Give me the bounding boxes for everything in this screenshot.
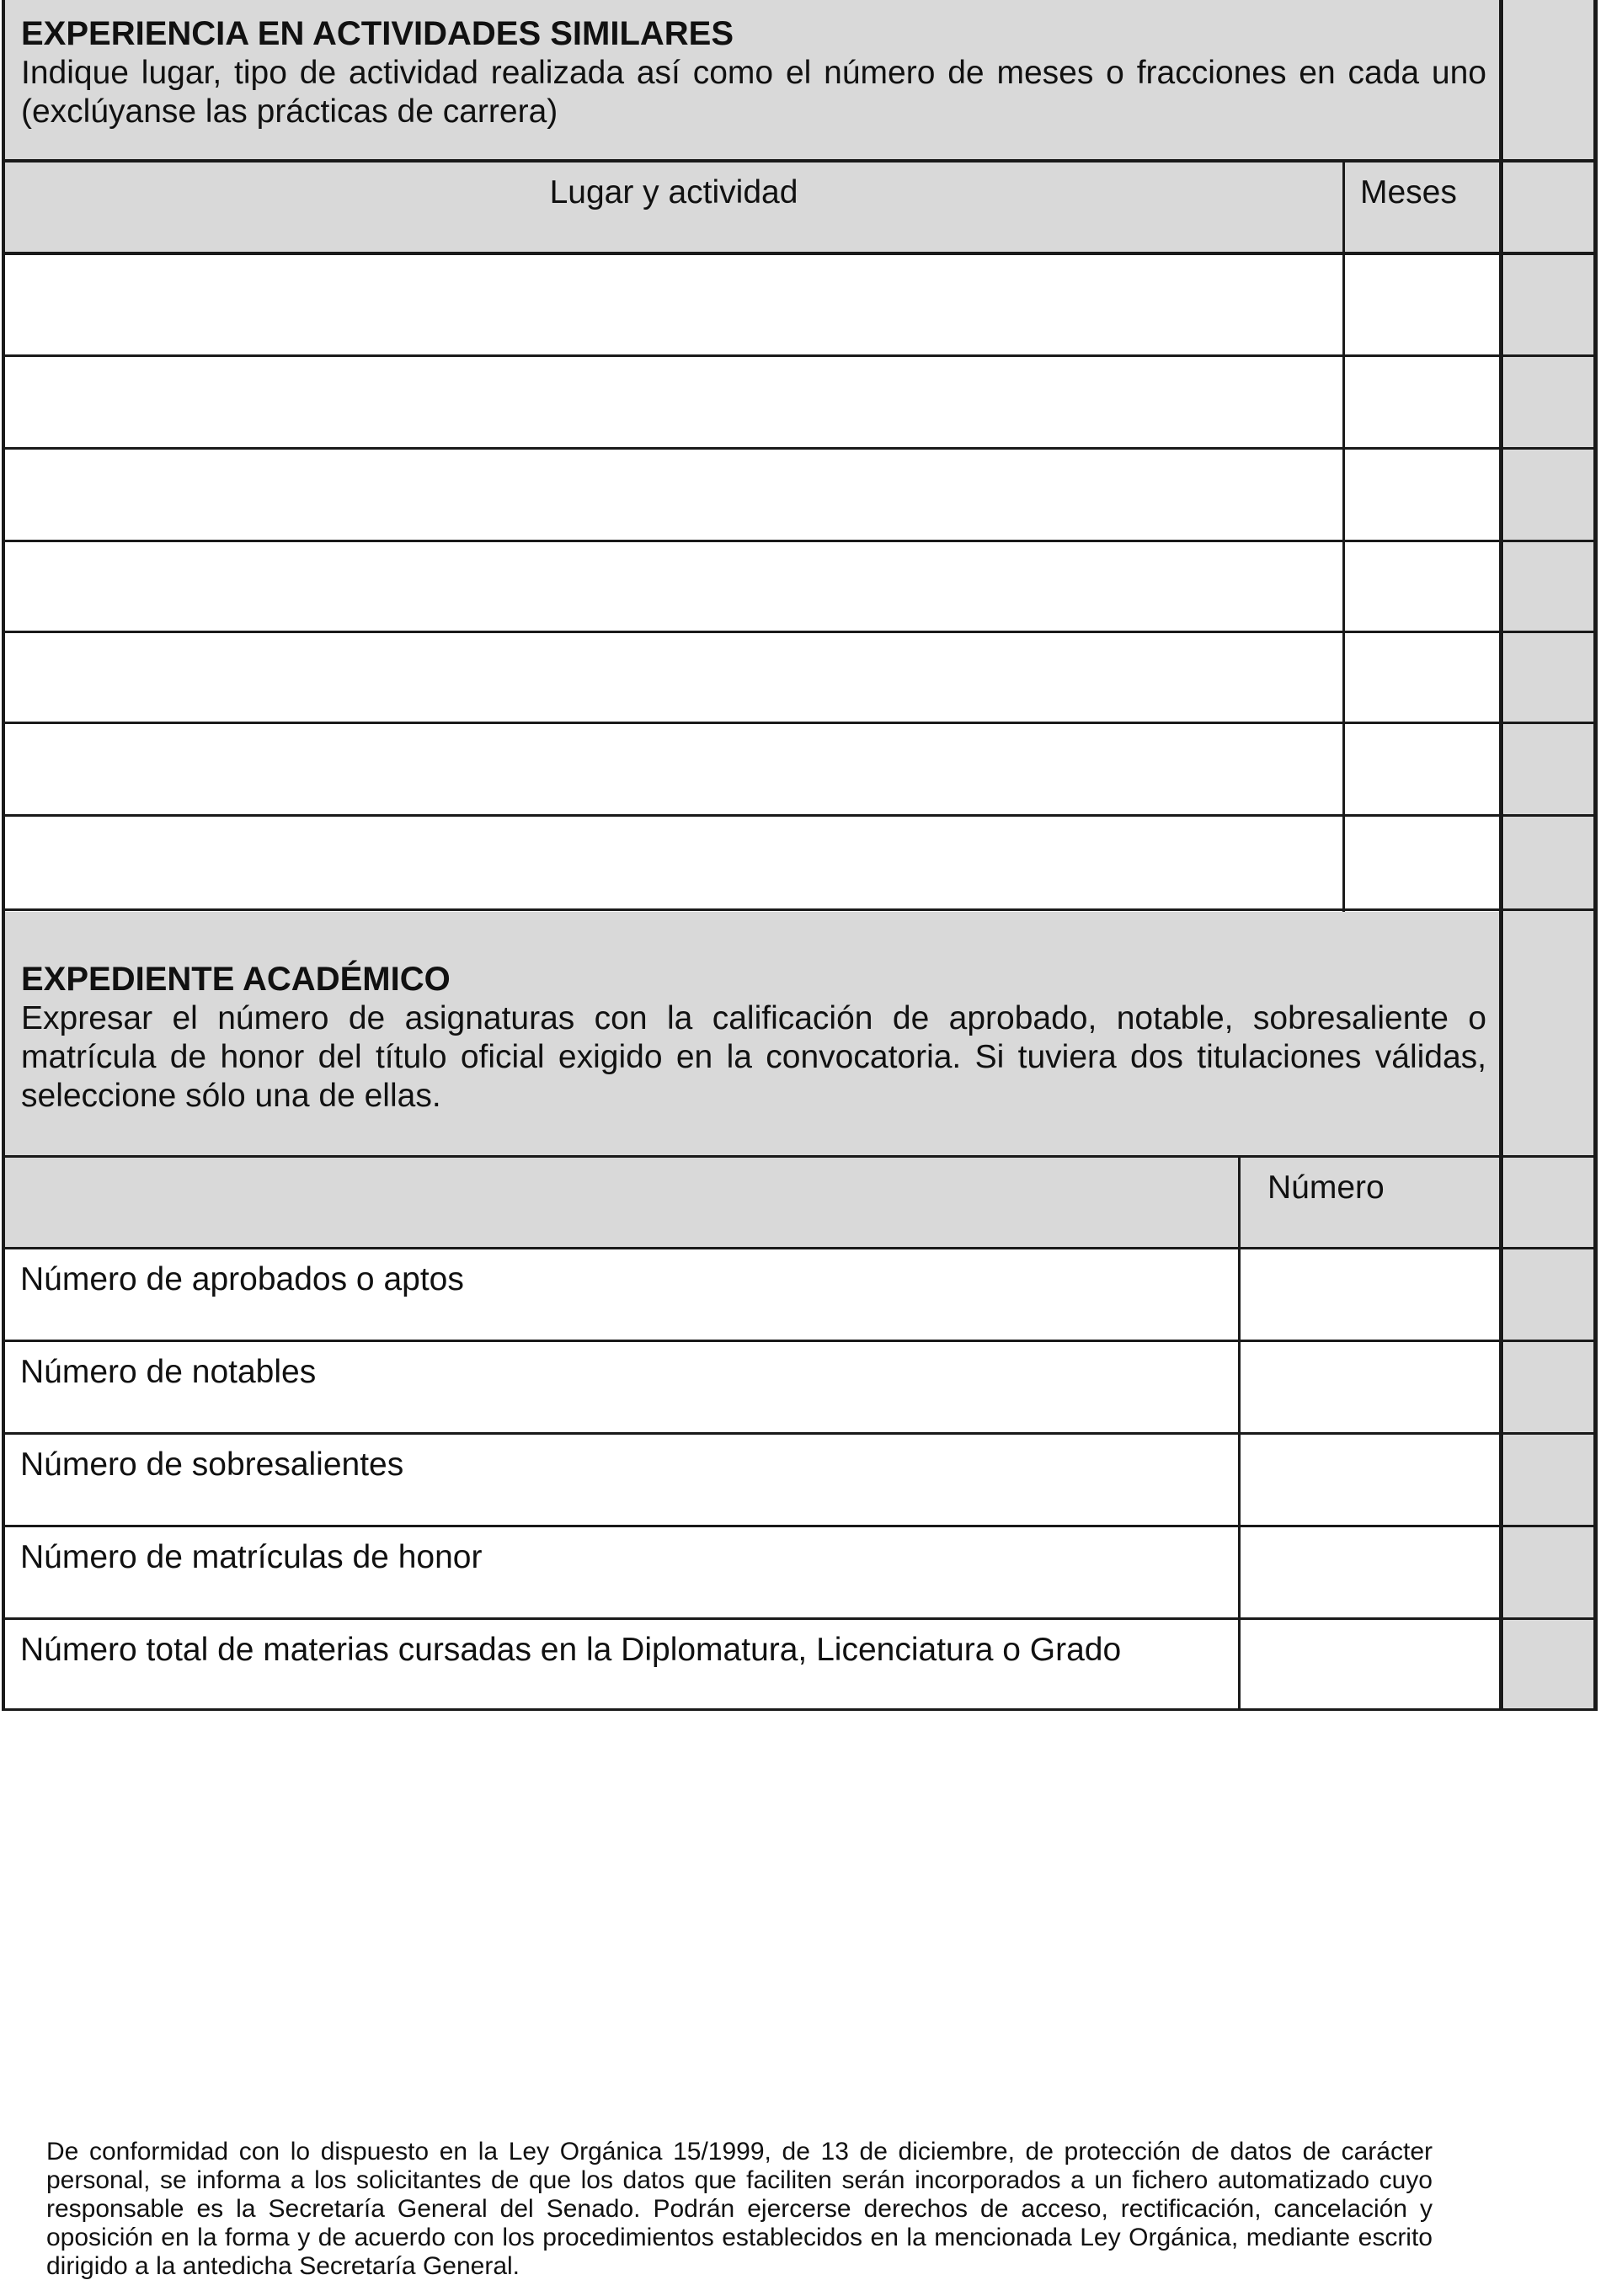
expediente-row-label: Número de notables: [20, 1354, 317, 1390]
data-protection-notice: De conformidad con lo dispuesto en la Ley Orgánica 15/1999, de 13 de diciembre, de protección de datos de carácter personal, se informa a los solicitantes de que los datos que faciliten serán incorporados a un fichero automatizado cuyo responsable es la Secretaría General del Senado. Podrán ejercerse derechos de acceso, rectificación, cancelación y oposición en la forma y de acuerdo con los procedimientos establecidos en la mencionada Ley Orgánica, mediante escrito dirigido a la antedicha Secretaría General.: [46, 2138, 1433, 2280]
expediente-row-label: Número total de materias cursadas en la Diplomatura, Licenciatura o Grado: [20, 1632, 1122, 1668]
meses-input-7[interactable]: [1348, 818, 1499, 908]
numero-input-matriculas[interactable]: [1242, 1529, 1499, 1617]
expediente-row-label: Número de matrículas de honor: [20, 1539, 483, 1575]
meses-input-6[interactable]: [1348, 726, 1499, 813]
lugar-input-6[interactable]: [7, 726, 1341, 813]
expediente-column-header-row: [4, 1158, 1502, 1247]
meses-input-4[interactable]: [1348, 544, 1499, 630]
numero-input-sobresalientes[interactable]: [1242, 1436, 1499, 1524]
numero-input-notables[interactable]: [1242, 1344, 1499, 1431]
experiencia-description: Indique lugar, tipo de actividad realizada así como el número de meses o fracciones en cada uno (exclúyanse las prácticas de carrera): [21, 55, 1486, 130]
column-header-lugar: Lugar y actividad: [549, 174, 798, 210]
expediente-row-label: Número de sobresalientes: [20, 1446, 404, 1483]
expediente-title: EXPEDIENTE ACADÉMICO: [21, 961, 451, 998]
numero-input-total-materias[interactable]: [1242, 1622, 1499, 1709]
expediente-row-label: Número de aprobados o aptos: [20, 1261, 464, 1297]
numero-input-aprobados[interactable]: [1242, 1251, 1499, 1339]
experiencia-column-header-row: [4, 162, 1502, 252]
experiencia-title: EXPERIENCIA EN ACTIVIDADES SIMILARES: [21, 15, 734, 52]
meses-input-2[interactable]: [1348, 359, 1499, 446]
experiencia-header: [4, 0, 1502, 160]
lugar-input-4[interactable]: [7, 544, 1341, 630]
meses-input-1[interactable]: [1348, 256, 1499, 354]
lugar-input-1[interactable]: [7, 256, 1341, 354]
meses-input-5[interactable]: [1348, 635, 1499, 721]
lugar-input-5[interactable]: [7, 635, 1341, 721]
expediente-header: [4, 912, 1502, 1155]
lugar-input-3[interactable]: [7, 451, 1341, 539]
lugar-input-7[interactable]: [7, 818, 1341, 908]
meses-input-3[interactable]: [1348, 451, 1499, 539]
lugar-input-2[interactable]: [7, 359, 1341, 446]
column-header-numero: Número: [1267, 1169, 1385, 1206]
expediente-description: Expresar el número de asignaturas con la calificación de aprobado, notable, sobresaliente o matrícula de honor del título oficial exigido en la convocatoria. Si tuviera dos titulaciones válidas, seleccione sólo una de ellas.: [21, 1000, 1486, 1114]
score-column: [1504, 0, 1597, 1711]
column-header-meses: Meses: [1360, 174, 1457, 210]
